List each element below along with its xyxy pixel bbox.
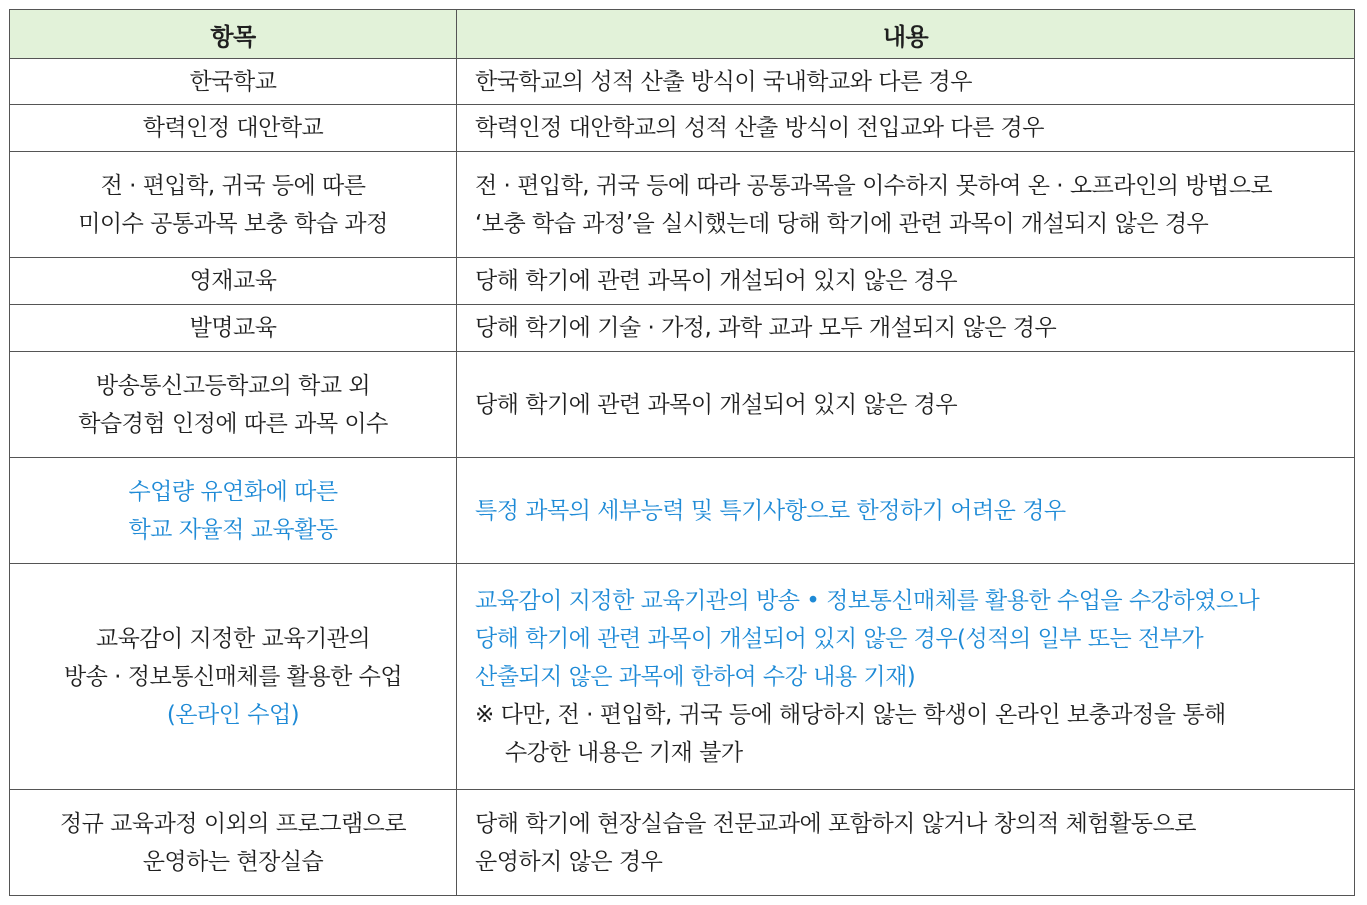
item-text: 수업량 유연화에 따른 (128, 478, 338, 505)
row-item (10, 305, 457, 352)
table-row (10, 152, 1355, 258)
row-content (457, 564, 1355, 790)
table-row (10, 305, 1355, 352)
row-item (10, 564, 457, 790)
item-text: 정규 교육과정 이외의 프로그램으로 (59, 810, 407, 837)
item-text: 영재교육 (189, 268, 277, 294)
item-text: 교육감이 지정한 교육기관의 (95, 625, 371, 652)
item-text: 학습경험 인정에 따른 과목 이수 (78, 410, 388, 437)
content-text: 교육감이 지정한 교육기관의 방송 • 정보통신매체를 활용한 수업을 수강하였으나 (475, 587, 1260, 614)
content-text: 당해 학기에 기술 · 가정, 과학 교과 모두 개설되지 않은 경우 (475, 315, 1057, 341)
content-text: 당해 학기에 관련 과목이 개설되어 있지 않은 경우(성적의 일부 또는 전부가 (475, 625, 1204, 652)
content-text: 학력인정 대안학교의 성적 산출 방식이 전입교와 다른 경우 (475, 115, 1044, 141)
header-content: 내용 (457, 10, 1355, 59)
item-text: 학력인정 대안학교 (142, 115, 324, 141)
table-row (10, 564, 1355, 790)
row-content (457, 59, 1355, 105)
row-item (10, 258, 457, 305)
row-item (10, 458, 457, 564)
item-text: 발명교육 (189, 315, 277, 341)
table-row (10, 352, 1355, 458)
item-text: 학교 자율적 교육활동 (128, 516, 338, 543)
row-item (10, 105, 457, 152)
item-text: 미이수 공통과목 보충 학습 과정 (78, 210, 388, 237)
content-text: 운영하지 않은 경우 (475, 848, 663, 875)
note-text: 수강한 내용은 기재 불가 (505, 739, 743, 766)
content-text: 당해 학기에 관련 과목이 개설되어 있지 않은 경우 (475, 391, 958, 418)
item-text: 전 · 편입학, 귀국 등에 따른 (100, 172, 366, 199)
content-text: ‘보충 학습 과정’을 실시했는데 당해 학기에 관련 과목이 개설되지 않은 경우 (475, 210, 1209, 237)
header-item: 항목 (10, 10, 457, 59)
item-text: 방송통신고등학교의 학교 외 (95, 372, 371, 399)
row-content (457, 352, 1355, 458)
item-text: 한국학교 (189, 68, 277, 95)
criteria-table (9, 9, 1355, 896)
table-header-row (10, 10, 1355, 59)
note-text: ※ 다만, 전 · 편입학, 귀국 등에 해당하지 않는 학생이 온라인 보충과정을 통해 (475, 701, 1226, 728)
row-content (457, 305, 1355, 352)
row-content (457, 152, 1355, 258)
row-content (457, 458, 1355, 564)
row-content (457, 105, 1355, 152)
table-row (10, 790, 1355, 896)
item-text: 방송 · 정보통신매체를 활용한 수업 (63, 663, 403, 690)
content-text: 특정 과목의 세부능력 및 특기사항으로 한정하기 어려운 경우 (475, 497, 1066, 524)
row-item (10, 352, 457, 458)
row-item (10, 790, 457, 896)
content-text: 전 · 편입학, 귀국 등에 따라 공통과목을 이수하지 못하여 온 · 오프라인의 방법으로 (475, 172, 1273, 199)
row-content (457, 790, 1355, 896)
row-content (457, 258, 1355, 305)
content-text: 산출되지 않은 과목에 한하여 수강 내용 기재) (475, 663, 916, 690)
table-row (10, 59, 1355, 105)
table-row (10, 105, 1355, 152)
table-row (10, 258, 1355, 305)
item-text: 운영하는 현장실습 (142, 848, 324, 875)
content-text: 당해 학기에 현장실습을 전문교과에 포함하지 않거나 창의적 체험활동으로 (475, 810, 1196, 837)
item-highlight-text: (온라인 수업) (166, 701, 300, 728)
table-row (10, 458, 1355, 564)
row-item (10, 59, 457, 105)
row-item (10, 152, 457, 258)
content-text: 당해 학기에 관련 과목이 개설되어 있지 않은 경우 (475, 268, 958, 294)
content-text: 한국학교의 성적 산출 방식이 국내학교와 다른 경우 (475, 68, 972, 95)
